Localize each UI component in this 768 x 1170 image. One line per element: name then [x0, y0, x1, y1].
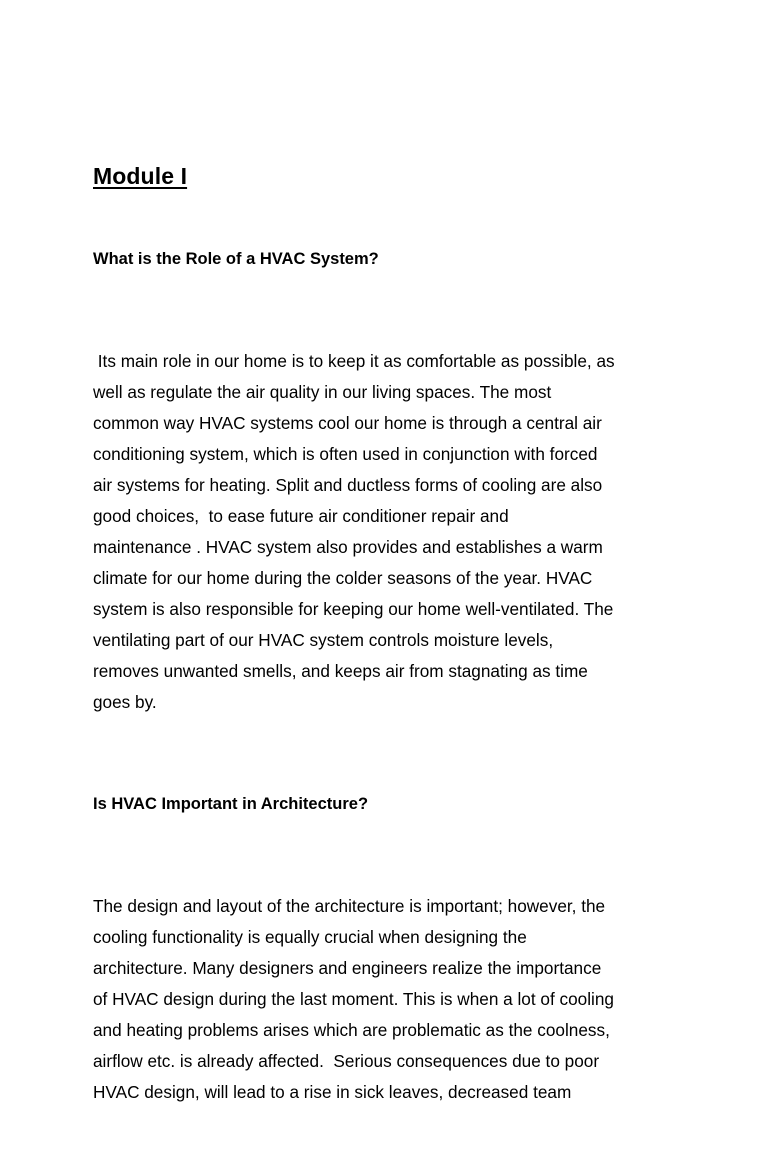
paragraph-line: cooling functionality is equally crucial when designing the — [93, 927, 527, 947]
section-heading-role: What is the Role of a HVAC System? — [93, 250, 379, 268]
paragraph-line: climate for our home during the colder seasons of the year. HVAC — [93, 568, 593, 588]
paragraph-line: maintenance . HVAC system also provides and establishes a warm — [93, 537, 603, 557]
paragraph-line: The design and layout of the architecture is important; however, the — [93, 896, 606, 916]
paragraph-line: system is also responsible for keeping our home well-ventilated. The — [93, 599, 614, 619]
spacer — [93, 193, 673, 244]
paragraph-line: ventilating part of our HVAC system controls moisture levels, — [93, 630, 554, 650]
paragraph-role — [93, 284, 673, 780]
paragraph-line: Its main role in our home is to keep it as comfortable as possible, as — [93, 351, 615, 371]
paragraph-line: of HVAC design during the last moment. This is when a lot of cooling — [93, 989, 614, 1009]
paragraph-line: and heating problems arises which are problematic as the coolness, — [93, 1020, 610, 1040]
paragraph-line: goes by. — [93, 692, 157, 712]
spacer — [93, 820, 673, 829]
paragraph-architecture — [93, 829, 673, 1170]
section-heading-architecture: Is HVAC Important in Architecture? — [93, 795, 369, 813]
paragraph-line: airflow etc. is already affected. Serious consequences due to poor — [93, 1051, 600, 1071]
paragraph-line: good choices, to ease future air conditioner repair and — [93, 506, 509, 526]
paragraph-line: well as regulate the air quality in our living spaces. The most — [93, 382, 552, 402]
document-body — [93, 159, 673, 1170]
module-title: Module I — [93, 163, 188, 189]
paragraph-line: architecture. Many designers and engineers realize the importance — [93, 958, 602, 978]
paragraph-line: removes unwanted smells, and keeps air from stagnating as time — [93, 661, 588, 681]
paragraph-line: air systems for heating. Split and ductless forms of cooling are also — [93, 475, 603, 495]
paragraph-line: HVAC design, will lead to a rise in sick leaves, decreased team — [93, 1082, 572, 1102]
spacer — [93, 780, 673, 789]
paragraph-line: common way HVAC systems cool our home is through a central air — [93, 413, 602, 433]
paragraph-line: conditioning system, which is often used in conjunction with forced — [93, 444, 598, 464]
spacer — [93, 275, 673, 284]
